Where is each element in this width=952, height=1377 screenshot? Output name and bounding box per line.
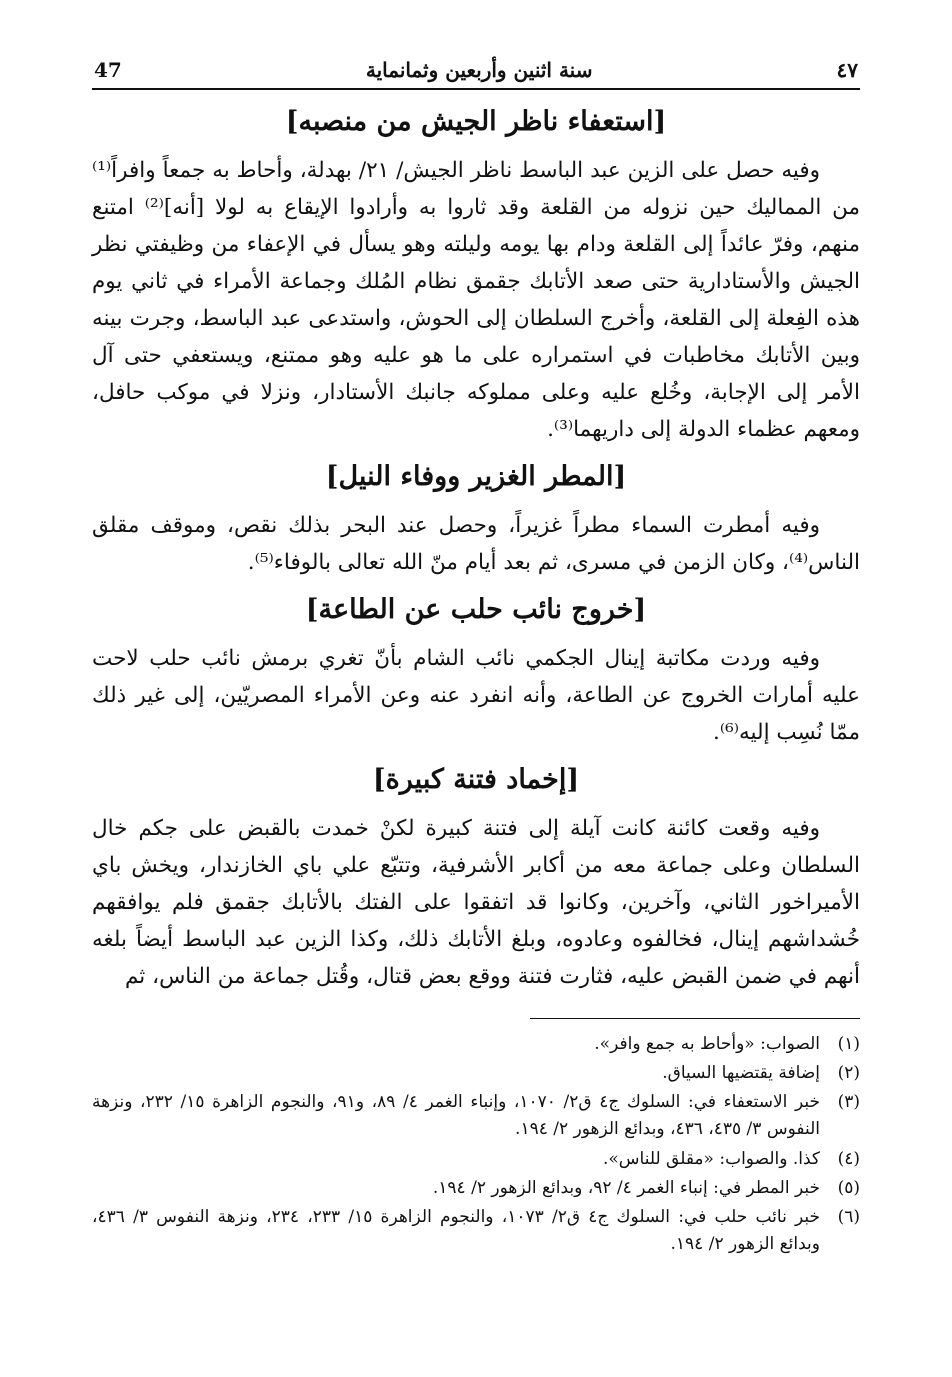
footnote [92,1146,860,1173]
section-heading: [المطر الغزير ووفاء النيل] [325,460,627,492]
main-text [92,104,860,996]
footnote-number: (٢) [837,1063,860,1083]
section-heading: [إخماد فتنة كبيرة] [372,763,580,795]
footnote-number: (٤) [837,1148,860,1169]
page-number-latin: 47 [94,58,122,82]
footnote [92,1089,860,1143]
footnote-text: خبر نائب حلب في: السلوك ج٤ ق٢/ ١٠٧٣، والنجوم الزاهرة ١٥/ ٢٣٣، ٢٣٤، ونزهة النفوس ٣/ ٤٣٦، وبدائع الزهور ٢/ ١٩٤. [92,1206,821,1255]
footnote-number: (١) [837,1033,860,1054]
footnote-text: خبر المطر في: إنباء الغمر ٤/ ٩٢، وبدائع الزهور ٢/ ١٩٤. [432,1177,820,1198]
section-paragraph: وفيه وقعت كائنة كانت آيلة إلى فتنة كبيرة لكنْ خمدت بالقبض على جكم خال السلطان وعلى جماعة معه من أكابر الأشرفية، وتتبّع علي باي الخازندار، ويخش باي الأميراخور الثاني، وآخرين، وكانوا قد اتفقوا على الفتك بالأتابك جقمق فلم يوافقهم خُشداشهم إينال، فخالفوه وعادوه، وبلغ الأتابك ذلك، وكذا الزين عبد الباسط أيضاً بلغه أنهم في ضمن القبض عليه، فثارت فتنة ووقع بعض قتال، وقُتل جماعة من الناس، ثم [92,815,860,989]
footnote-text: الصواب: «وأحاط به جمع وافر». [594,1033,820,1054]
footnote-text: خبر الاستعفاء في: السلوك ج٤ ق٢/ ١٠٧٠، وإنباء الغمر ٤/ ٨٩، و٩١، والنجوم الزاهرة ١٥/ ٢٣٢، ونزهة النفوس ٣/ ٤٣٥، ٤٣٦، وبدائع الزهور ٢/ ١٩٤. [92,1092,820,1140]
section-paragraph: وفيه وردت مكاتبة إينال الجكمي نائب الشام بأنّ تغري برمش نائب حلب لاحت عليه أمارات الخروج عن الطاعة، وأنه انفرد عنه وعن الأمراء المصريّين، إلى غير ذلك ممّا نُسِب إليه⁽⁶⁾. [92,645,860,745]
header-rule [92,88,860,90]
section-paragraph: وفيه أمطرت السماء مطراً غزيراً، وحصل عند البحر بذلك نقص، وموقف مقلق الناس⁽⁴⁾، وكان الزمن في مسرى، ثم بعد أيام منّ الله تعالى بالوفاء⁽⁵⁾. [92,512,860,575]
running-title: سنة اثنين وأربعين وثمانماية [365,58,593,82]
footnotes [92,1031,860,1259]
footnote-number: (٣) [837,1092,860,1113]
footnote [92,1060,860,1087]
running-header [92,58,860,88]
page-number-arabic: ٤٧ [836,58,858,82]
footnote [92,1031,860,1058]
footnote-text: كذا. والصواب: «مقلق للناس». [602,1148,820,1169]
section-heading: [استعفاء ناظر الجيش من منصبه] [285,106,667,137]
section-heading: [خروج نائب حلب عن الطاعة] [305,593,647,625]
footnote-rule [530,1018,860,1019]
footnote [92,1204,860,1258]
section-paragraph: وفيه حصل على الزين عبد الباسط ناظر الجيش/ ٢١/ بهدلة، وأحاط به جمعاً وافراً⁽¹⁾ من المماليك حين نزوله من القلعة وقد ثاروا به وأرادوا الإيقاع به لولا [أنه]⁽²⁾ امتنع منهم، وفرّ عائداً إلى القلعة ودام بها يومه وليلته وهو يسأل في الإعفاء من وظيفتي نظر الجيش والأستادارية حتى صعد الأتابك جقمق نظام المُلك وجماعة الأمراء في ثاني يوم هذه الفِعلة إلى القلعة، وأخرج السلطان إلى الحوش، واستدعى عبد الباسط، وجرت بينه وبين الأتابك مخاطبات في استمراره على ما هو عليه وهو ممتنع، ويستعفي حتى آل الأمر إلى الإجابة، وخُلع عليه وعلى مملوكه جانبك الأستادار، ونزلا في موكب حافل، ومعهم عظماء الدولة إلى داريهما⁽³⁾. [92,158,861,442]
footnote-number: (٥) [837,1177,860,1198]
footnote-text: إضافة يقتضيها السياق. [662,1063,820,1083]
footnote-number: (٦) [837,1206,860,1227]
footnote [92,1175,860,1202]
